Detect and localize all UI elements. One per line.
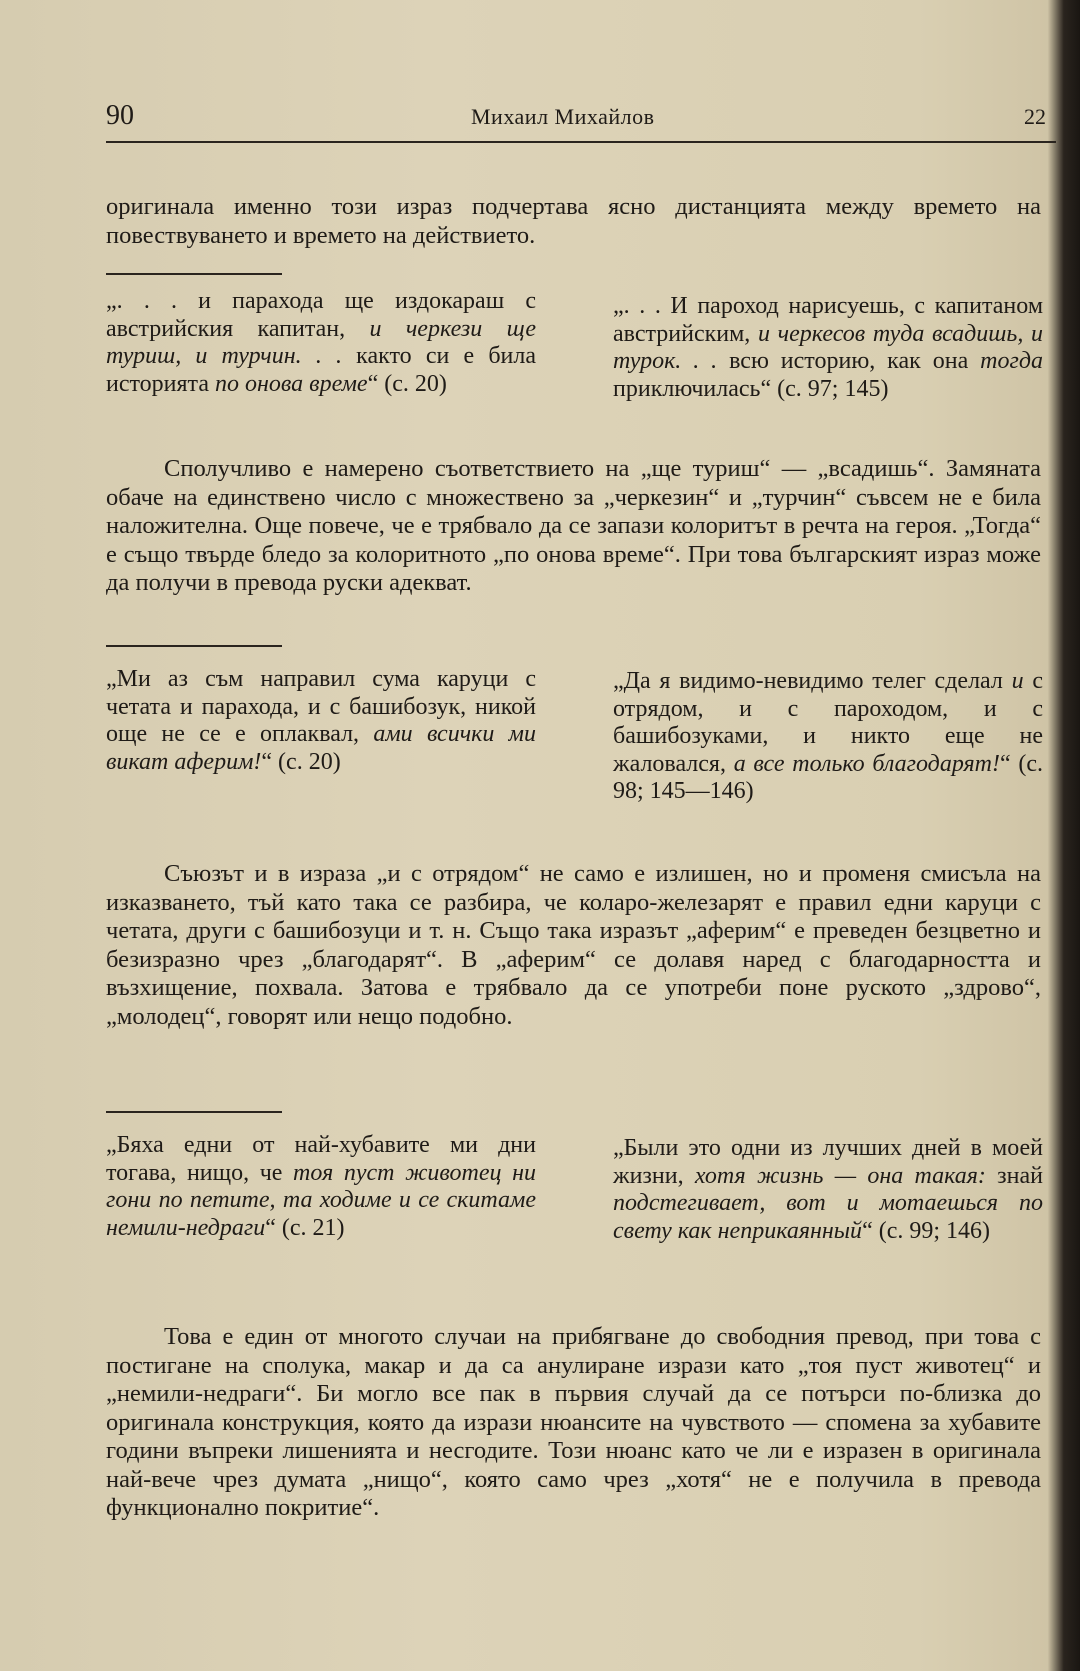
quote2-russian: „Да я видимо-невидимо телег сделал и с отрядом, и с пароходом, и с башибозуками, и никто еще не жаловался, а все только благодарят!“ (с. 98; 145—146) <box>613 668 1050 804</box>
header-rule <box>106 141 1056 143</box>
paragraph-4-text: Това е един от многото случаи на прибягване до свободния превод, при това с постигане на сполука, макар и да са анулиране изрази като „тоя пуст животец“ и „немили-недраги“. Би могло все пак в първия случай да се потърси по-близка до оригинала конструкция, която да изрази нюансите на чувството — спомена за хубавите години въпреки лишенията и несгодите. Този нюанс като че ли е изразен в оригинала най-вече чрез думата „нищо“, която само чрез „хотя“ не е получила в превода функционално покритие“. <box>106 1323 1041 1521</box>
paragraph-2 <box>106 455 1041 598</box>
paragraph-4 <box>106 1323 1041 1523</box>
running-header <box>106 100 1046 140</box>
intro-paragraph-text: оригинала именно този израз подчертава ясно дистанцията между времето на повествуването и времето на действието. <box>106 193 1041 249</box>
quote-separator-1 <box>106 273 282 275</box>
signature-mark: 22 <box>1024 104 1046 129</box>
quote-separator-2 <box>106 645 282 647</box>
quote3-russian: „Были это одни из лучших дней в моей жизни, хотя жизнь — она такая: знай подстегивает, вот и мотаешься по свету как неприкаянный“ (с. 99; 146) <box>613 1135 1050 1244</box>
paragraph-2-text: Сполучливо е намерено съответствието на „ще туриш“ — „всадишь“. Замяната обаче на единствено число с множествено за „черкезин“ и „турчин“ съвсем не е била наложителна. Още повече, че е трябвало да се запази колоритът в речта на героя. „Тогда“ е също твърде бледо за колоритното „по онова време“. При това българският израз може да получи в превода руски адекват. <box>106 455 1041 596</box>
quote2-bulgarian: „Ми аз съм направил сума каруци с четата и парахода, и с башибозук, никой още не се е оплаквал, ами всички ми викат аферим!“ (с. 20) <box>106 666 542 775</box>
running-title-author: Михаил Михайлов <box>471 104 655 129</box>
quote-separator-3 <box>106 1111 282 1113</box>
quote1-bulgarian: „. . . и парахода ще издокараш с австрийския капитан, и черкези ще туриш, и турчин. . . както си е била историята по онова време“ (с. 20) <box>106 288 542 397</box>
quote3-bulgarian: „Бяха едни от най-хубавите ми дни тогава, нищо, че тоя пуст животец ни гони по петите, та ходиме и се скитаме немили-недраги“ (с. 21) <box>106 1132 542 1241</box>
paragraph-3-text: Съюзът и в израза „и с отрядом“ не само е излишен, но и променя смисъла на изказването, тъй като така се разбира, че коларо-железарят е правил едни каруци с четата, други с башибозуци и т. н. Също така изразът „аферим“ е преведен безцветно и безизразно чрез „благодарят“. В „аферим“ се долавя наред с благодарността и възхищение, похвала. Затова е трябвало да се употреби поне руското „здрово“, „молодец“, говорят или нещо подобно. <box>106 860 1041 1030</box>
quote1-russian: „. . . И пароход нарисуешь, с капитаном австрийским, и черкесов туда всадишь, и турок. . . всю историю, как она тогда приключилась“ (с. 97; 145) <box>613 293 1050 402</box>
page-number: 90 <box>106 100 134 131</box>
paragraph-3 <box>106 860 1041 1031</box>
intro-paragraph <box>106 193 1041 250</box>
